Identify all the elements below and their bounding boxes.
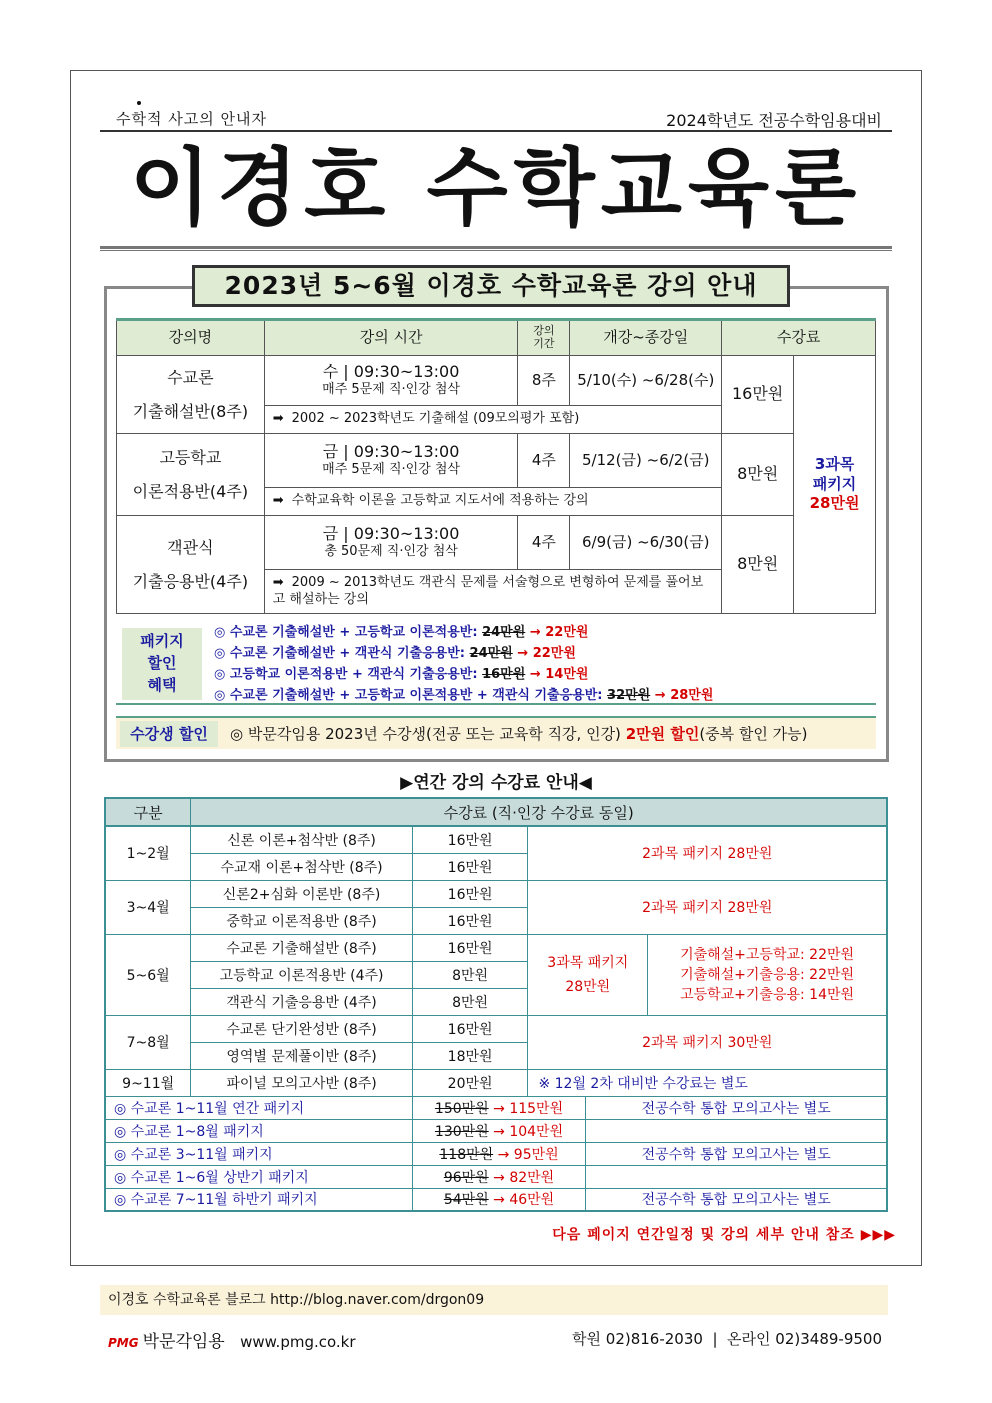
list-item: ◎ 고등학교 이론적용반 + 객관식 기출응용반: 16만원 → 14만원	[214, 667, 589, 682]
course-cell: 객관식 기출응용반 (4주)	[191, 988, 412, 1015]
package-note	[586, 1165, 887, 1188]
annual-title: ▶연간 강의 수강료 안내◀	[400, 773, 592, 793]
package-discount	[116, 618, 876, 705]
pmg-logo-icon: PMG	[108, 1336, 139, 1350]
package-discount-label: 패키지 할인 혜택	[122, 628, 202, 700]
col-period: 구분	[105, 798, 191, 826]
course-weeks: 4주	[518, 516, 570, 570]
lecture-header-row	[117, 320, 876, 356]
period-cell: 9~11월	[105, 1069, 191, 1096]
package-row	[105, 1188, 887, 1211]
course-time: 금 | 09:30~13:00 총 50문제 직·인강 첨삭	[264, 516, 518, 570]
course-cell: 수교재 이론+첨삭반 (8주)	[191, 853, 412, 880]
package-name: ◎ 수교론 3~11월 패키지	[105, 1142, 412, 1165]
course-note: ➡ 2009 ~ 2013학년도 객관식 문제를 서술형으로 변형하여 문제를 풀어보고 해설하는 강의	[264, 570, 721, 614]
table-row	[105, 1015, 887, 1042]
package-name: ◎ 수교론 1~11월 연간 패키지	[105, 1096, 412, 1119]
period-cell: 5~6월	[105, 934, 191, 1015]
site-link[interactable]: www.pmg.co.kr	[240, 1333, 356, 1351]
package-cell: 2과목 패키지 28만원	[528, 826, 887, 880]
course-cell: 영역별 문제풀이반 (8주)	[191, 1042, 412, 1069]
year-label: 2024학년도 전공수학임용대비	[666, 111, 882, 130]
package-cell: 2과목 패키지 30만원	[528, 1015, 887, 1069]
fee-cell: 8만원	[412, 961, 528, 988]
course-name: 수교론 기출해설반(8주)	[117, 356, 265, 434]
title-rule	[100, 246, 892, 251]
student-discount-text: ◎ 박문각임용 2023년 수강생(전공 또는 교육학 직강, 인강) 2만원 할인(중복 할인 가능)	[230, 725, 808, 743]
col-fee: 수강료 (직·인강 수강료 동일)	[191, 798, 887, 826]
period-cell: 3~4월	[105, 880, 191, 934]
table-row	[105, 934, 887, 961]
slogan	[116, 108, 267, 129]
course-fee: 8만원	[722, 434, 794, 516]
col-fee: 수강료	[722, 320, 876, 356]
fee-cell: 16만원	[412, 853, 528, 880]
list-item: ◎ 수교론 기출해설반 + 고등학교 이론적용반: 24만원 → 22만원	[214, 625, 589, 640]
course-cell: 수교론 단기완성반 (8주)	[191, 1015, 412, 1042]
list-item: ◎ 수교론 기출해설반 + 고등학교 이론적용반 + 객관식 기출응용반: 32만원 → 28만원	[214, 688, 714, 703]
table-row	[117, 516, 876, 570]
package-fee: 3과목 패키지 28만원	[794, 356, 876, 614]
course-cell: 파이널 모의고사반 (8주)	[191, 1069, 412, 1096]
fee-cell: 16만원	[412, 1015, 528, 1042]
slogan-rest: 사고의 안내자	[168, 110, 267, 128]
course-note: ➡ 수학교육학 이론을 고등학교 지도서에 적용하는 강의	[264, 488, 721, 516]
col-course-name: 강의명	[117, 320, 265, 356]
course-cell: 수교론 기출해설반 (8주)	[191, 934, 412, 961]
period-cell: 7~8월	[105, 1015, 191, 1069]
package-row	[105, 1119, 887, 1142]
period-cell: 1~2월	[105, 826, 191, 880]
lecture-heading: 2023년 5~6월 이경호 수학교육론 강의 안내	[192, 265, 790, 307]
fee-cell: 20만원	[412, 1069, 528, 1096]
package-discount-list	[214, 622, 713, 706]
package-name: ◎ 수교론 7~11월 하반기 패키지	[105, 1188, 412, 1211]
arrow-icon: ➡	[272, 493, 284, 509]
col-duration: 강의 기간	[518, 320, 570, 356]
package-note	[586, 1119, 887, 1142]
blog-link[interactable]: 이경호 수학교육론 블로그 http://blog.naver.com/drgon09	[100, 1285, 888, 1315]
combo-cell: 기출해설+고등학교: 22만원 기출해설+기출응용: 22만원 고등학교+기출응용: 14만원	[648, 934, 887, 1015]
package-price: 118만원 → 95만원	[412, 1142, 586, 1165]
contact-info: 학원 02)816-2030 | 온라인 02)3489-9500	[572, 1330, 882, 1348]
main-title: 이경호 수학교육론	[129, 139, 863, 237]
package-note: 전공수학 통합 모의고사는 별도	[586, 1142, 887, 1165]
package-cell: 2과목 패키지 28만원	[528, 880, 887, 934]
col-time: 강의 시간	[264, 320, 518, 356]
list-item: ◎ 수교론 기출해설반 + 객관식 기출응용반: 24만원 → 22만원	[214, 646, 576, 661]
col-dates: 개강~종강일	[570, 320, 722, 356]
course-cell: 신론 이론+첨삭반 (8주)	[191, 826, 412, 853]
annual-fee-table	[104, 797, 888, 1212]
lecture-table	[116, 318, 876, 614]
course-name: 고등학교 이론적용반(4주)	[117, 434, 265, 516]
package-row	[105, 1096, 887, 1119]
course-time: 수 | 09:30~13:00 매주 5문제 직·인강 첨삭	[264, 356, 518, 406]
package-price: 54만원 → 46만원	[412, 1188, 586, 1211]
course-fee: 16만원	[722, 356, 794, 434]
package-price: 130만원 → 104만원	[412, 1119, 586, 1142]
package-name: ◎ 수교론 1~6월 상반기 패키지	[105, 1165, 412, 1188]
note-cell: ※ 12월 2차 대비반 수강료는 별도	[528, 1069, 887, 1096]
fee-cell: 16만원	[412, 934, 528, 961]
course-note: ➡ 2002 ~ 2023학년도 기출해설 (09모의평가 포함)	[264, 406, 721, 434]
course-cell: 신론2+심화 이론반 (8주)	[191, 880, 412, 907]
arrow-icon: ➡	[272, 411, 284, 427]
package-row	[105, 1142, 887, 1165]
course-dates: 6/9(금) ~6/30(금)	[570, 516, 722, 570]
fee-cell: 18만원	[412, 1042, 528, 1069]
header-line	[100, 106, 892, 132]
fee-cell: 16만원	[412, 826, 528, 853]
course-dates: 5/12(금) ~6/2(금)	[570, 434, 722, 488]
package-price: 150만원 → 115만원	[412, 1096, 586, 1119]
course-time: 금 | 09:30~13:00 매주 5문제 직·인강 첨삭	[264, 434, 518, 488]
course-cell: 중학교 이론적용반 (8주)	[191, 907, 412, 934]
arrow-icon: ➡	[272, 574, 284, 590]
table-row	[117, 434, 876, 488]
table-row	[105, 880, 887, 907]
footer	[100, 1325, 888, 1353]
table-row	[117, 356, 876, 406]
package-note: 전공수학 통합 모의고사는 별도	[586, 1188, 887, 1211]
course-fee: 8만원	[722, 516, 794, 614]
next-page-note: 다음 페이지 연간일정 및 강의 세부 안내 참조 ▶▶▶	[552, 1227, 896, 1243]
student-discount-label: 수강생 할인	[120, 721, 218, 747]
course-dates: 5/10(수) ~6/28(수)	[570, 356, 722, 406]
package-row	[105, 1165, 887, 1188]
fee-cell: 8만원	[412, 988, 528, 1015]
package-price: 96만원 → 82만원	[412, 1165, 586, 1188]
fee-cell: 16만원	[412, 907, 528, 934]
fee-cell: 16만원	[412, 880, 528, 907]
annual-header-row	[105, 798, 887, 826]
package-note: 전공수학 통합 모의고사는 별도	[586, 1096, 887, 1119]
slogan-emphasis: 수학적	[116, 110, 163, 128]
course-weeks: 4주	[518, 434, 570, 488]
package-name: ◎ 수교론 1~8월 패키지	[105, 1119, 412, 1142]
course-cell: 고등학교 이론적용반 (4주)	[191, 961, 412, 988]
course-weeks: 8주	[518, 356, 570, 406]
table-row	[105, 826, 887, 853]
package-cell: 3과목 패키지 28만원	[528, 934, 648, 1015]
table-row	[105, 1069, 887, 1096]
pmg-logo: PMG 박문각임용 www.pmg.co.kr	[108, 1332, 356, 1352]
student-discount	[116, 716, 876, 749]
course-name: 객관식 기출응용반(4주)	[117, 516, 265, 614]
